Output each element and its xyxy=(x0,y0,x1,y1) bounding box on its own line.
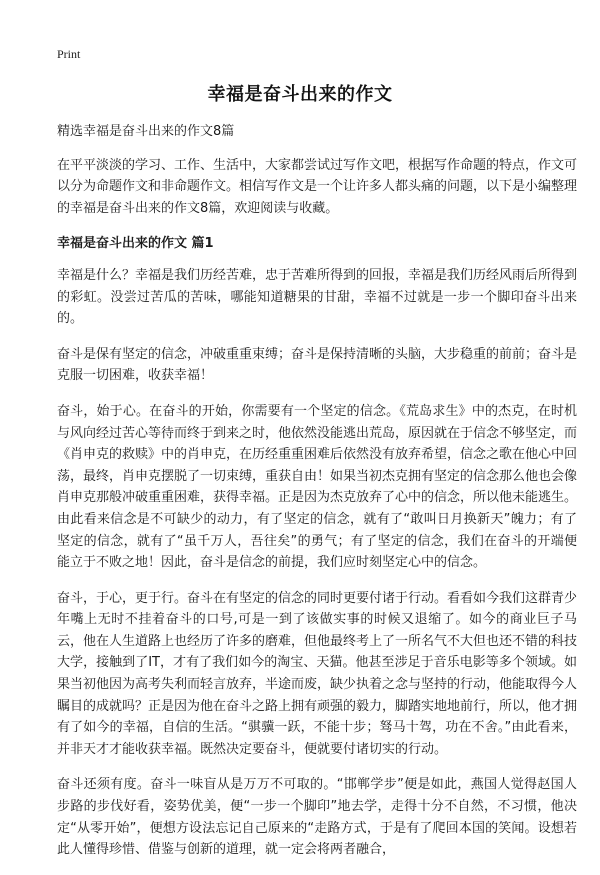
paragraph: 幸福是什么？幸福是我们历经苦难，忠于苦难所得到的回报，幸福是我们历经风雨后所得到的彩虹。没尝过苦瓜的苦味，哪能知道糖果的甘甜，幸福不过就是一步一个脚印奋斗出来的。 xyxy=(57,267,578,327)
subtitle: 精选幸福是奋斗出来的作文8篇 xyxy=(57,124,235,139)
paragraph: 奋斗，于心，更于行。奋斗在有坚定的信念的同时更要付诸于行动。看看如今我们这群青少年嘴上无时不挂着奋斗的口号,可是一到了该做实事的时候又退缩了。如今的商业巨子马云，他在人生道路上也经历了许多的磨难，但他最终考上了一所名气不大但也还不错的科技大学，接触到了IT，才有了我们如今的淘宝、天猫。他甚至涉足于音乐电影等多个领域。如果当初他因为高考失利而轻言放弃，半途而废，缺少执着之念与坚持的行动，他能取得今人瞩目的成就吗？正是因为他在奋斗之路上拥有顽强的毅力，脚踏实地地前行，所以，他才拥有了如今的幸福，自信的生活。“骐骥一跃，不能十步；驽马十驾，功在不舍。”由此看来，并非天才才能收获幸福。既然决定要奋斗，便就要付诸切实的行动。 xyxy=(57,590,578,757)
page-title: 幸福是奋斗出来的作文 xyxy=(207,84,393,105)
paragraph: 奋斗是保有坚定的信念，冲破重重束缚；奋斗是保持清晰的头脑，大步稳重的前前；奋斗是克服一切困难，收获幸福！ xyxy=(57,346,578,384)
document-body xyxy=(57,121,577,875)
intro-paragraph: 在平平淡淡的学习、工作、生活中，大家都尝试过写作文吧，根据写作命题的特点，作文可以分为命题作文和非命题作文。相信写作文是一个让许多人都头痛的问题，以下是小编整理的幸福是奋斗出来的作文8篇，欢迎阅读与收藏。 xyxy=(57,157,578,216)
paragraph: 奋斗，始于心。在奋斗的开始，你需要有一个坚定的信念。《荒岛求生》中的杰克，在时机与风向经过苦心等待而终于到来之时，他依然没能逃出荒岛，原因就在于信念不够坚定，而《肖申克的救赎》中的肖申克，在历经重重困难后依然没有放弃希望，信念之歌在他心中回荡，最终，肖申克摆脱了一切束缚，重获自由！如果当初杰克拥有坚定的信念那么他也会像肖申克那般冲破重重困难，获得幸福。正是因为杰克放弃了心中的信念，所以他未能逃生。由此看来信念是不可缺少的动力，有了坚定的信念，就有了“敢叫日月换新天”魄力；有了坚定的信念，就有了“虽千万人，吾往矣”的勇气；有了坚定的信念，我们在奋斗的开端便能立于不败之地！因此，奋斗是信念的前提，我们应时刻坚定心中的信念。 xyxy=(57,403,578,571)
paragraph: 奋斗还须有度。奋斗一味盲从是万万不可取的。“邯郸学步”便是如此，燕国人觉得赵国人步路的步伐好看，姿势优美，便“一步一个脚印”地去学，走得十分不自然，不习惯，他决定“从零开始”，便想方设法忘记自己原来的“走路方式，于是有了爬回本国的笑闻。设想若此人懂得珍惜、借鉴与创新的道理，就一定会将两者融合， xyxy=(57,777,577,858)
print-label: Print xyxy=(57,47,81,61)
section-heading: 幸福是奋斗出来的作文 篇1 xyxy=(57,236,214,252)
